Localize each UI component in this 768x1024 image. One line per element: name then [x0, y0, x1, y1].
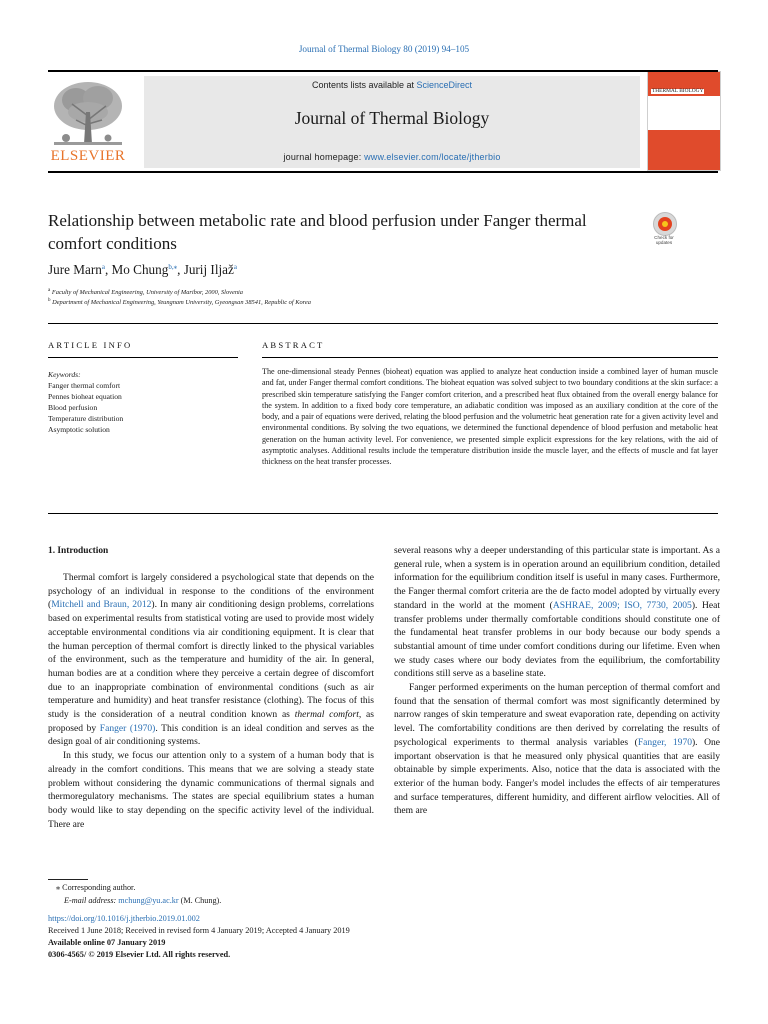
author-list: Jure Marn$^a$, Mo Chung$^{b,⁎}$, Jurij Iljaž$^a$ — [48, 262, 237, 277]
affiliation: $^b$ Department of Mechanical Engineering, Yeungnam University, Gyeongsan 38541, Republic of Korea — [48, 298, 311, 306]
journal-reference-link[interactable]: Journal of Thermal Biology 80 (2019) 94–105 — [298, 44, 470, 54]
check-updates-icon — [653, 212, 677, 236]
email-line: E-mail address: mchung@yu.ac.kr (M. Chung). — [64, 896, 222, 905]
divider — [48, 323, 718, 324]
header-top-rule — [48, 70, 718, 72]
contents-line — [144, 80, 640, 90]
sciencedirect-link[interactable]: ScienceDirect — [416, 80, 473, 90]
paragraph: Thermal comfort is largely considered a psychological state that depends on the psychology of an individual in response to the conditions of the environment (Mitchell and Braun, 2012). In many air conditioning design problems, correlations based on experimental results from statistical voting are used to provide most widely acceptable environmental conditions via air conditioning equipment. It is clear that the human perception of thermal comfort is directly linked to the physical variables of the environment, such as the temperature and humidity of the air. In general, human bodies are at a condition where they perceive a certain degree of discomfort due to an inappropriate combination of environmental conditions (such as air temperature and humidity) and heat transfer resistance (clothing). The focus of this study is the consideration of a neutral condition known as thermal comfort, as proposed by Fanger (1970). This condition is an ideal condition and serves as the design goal of air conditioning systems. — [48, 572, 374, 748]
journal-title: Journal of Thermal Biology — [294, 108, 490, 128]
keyword: Blood perfusion — [48, 403, 98, 412]
copyright: 0306-4565/ © 2019 Elsevier Ltd. All rights reserved. — [48, 950, 231, 959]
homepage-prefix: journal homepage: — [283, 152, 365, 162]
footnote — [56, 881, 221, 907]
affiliation: $^a$ Faculty of Mechanical Engineering, University of Maribor, 2000, Slovenia — [48, 288, 243, 296]
paragraph: In this study, we focus our attention only to a system of a human body that is already in the comfort conditions. This means that we are solving a steady state problem without considering the dynamic communications of thermal signals and thermoregulatory mechanisms. The states are special equilibrium states a human body would like to stay depending on the specific activity level of the individual. There are — [48, 750, 374, 830]
author-affiliation-marker[interactable]: a — [101, 263, 105, 271]
section-heading-introduction: 1. Introduction — [48, 546, 109, 556]
citation-link[interactable]: Fanger (1970) — [99, 722, 156, 734]
abstract-heading: ABSTRACT — [262, 340, 325, 350]
author-affiliation-marker[interactable]: a — [233, 263, 237, 271]
keyword: Asymptotic solution — [48, 425, 110, 434]
homepage-link[interactable]: www.elsevier.com/locate/jtherbio — [364, 152, 501, 162]
journal-masthead — [144, 76, 640, 168]
author-name[interactable]: Jurij Iljaž — [183, 262, 234, 277]
body-column-left — [48, 571, 374, 831]
article-title: Relationship between metabolic rate and blood perfusion under Fanger thermal comfort conditions — [48, 211, 587, 253]
citation-link[interactable]: Fanger, 1970 — [637, 736, 692, 748]
keyword: Pennes bioheat equation — [48, 392, 122, 401]
contents-prefix: Contents lists available at — [311, 80, 417, 90]
keyword: Temperature distribution — [48, 414, 124, 423]
article-info-heading: ARTICLE INFO — [48, 340, 133, 350]
divider — [48, 513, 718, 514]
divider — [48, 357, 238, 358]
cover-red-block — [648, 130, 720, 170]
keywords-label: Keywords: — [48, 370, 81, 379]
publication-info — [48, 913, 350, 961]
divider — [262, 357, 718, 358]
keyword: Fanger thermal comfort — [48, 381, 121, 390]
header-bottom-rule — [48, 171, 718, 173]
homepage-line — [144, 152, 640, 162]
cover-title: THERMAL BIOLOGY — [652, 88, 704, 94]
citation-link[interactable]: Mitchell and Braun, 2012 — [51, 599, 152, 611]
keywords-block — [48, 369, 238, 435]
email-link[interactable]: mchung@yu.ac.kr — [118, 896, 179, 905]
check-for-updates-badge[interactable] — [646, 212, 682, 252]
body-column-right — [394, 544, 720, 818]
elsevier-wordmark: ELSEVIER — [50, 148, 126, 164]
check-updates-label: Check for updates — [654, 235, 674, 246]
author-affiliation-marker[interactable]: b,⁎ — [168, 263, 178, 271]
journal-cover-thumbnail[interactable] — [647, 71, 721, 171]
corresponding-author-note: ⁎ Corresponding author. — [56, 883, 136, 892]
doi-link[interactable]: https://doi.org/10.1016/j.jtherbio.2019.01.002 — [48, 914, 200, 923]
footnote-rule — [48, 879, 88, 880]
author-name[interactable]: Jure Marn — [48, 262, 102, 277]
paragraph: several reasons why a deeper understanding of this particular state is important. As a general rule, when a system is in operation around an equilibrium condition, detailed information for the equilibrium condition itself is useful in many cases. Furthermore, the Fanger thermal comfort criteria are the de facto model adopted by virtually every standard in the world at the moment (ASHRAE, 2009; ISO, 7730, 2005). Heat transfer problems under thermally comfortable conditions should constitute one of the fundamental heat transfer problems in our body because our body spends a substantial amount of time under comfort conditions during our lifetime. Even when we study cases where our body deviates from the equilibrium, the comfortability conditions still serve as a baseline state. — [394, 545, 720, 680]
citation-link[interactable]: ASHRAE, 2009; ISO, 7730, 2005 — [552, 599, 692, 611]
received-dates: Received 1 June 2018; Received in revised form 4 January 2019; Accepted 4 January 2019 — [48, 926, 350, 935]
paragraph: Fanger performed experiments on the human perception of thermal comfort and found that the sensation of thermal comfort was most significantly determined by narrow ranges of skin temperature and sweat evaporation rate, depending on activity level. The comfortability conditions are then derived by correlating the results of psychological experiments to thermal analysis variables (Fanger, 1970). One important observation is that he measured only physical quantities that are easily obtainable by simple experiments. Also, notice that the data is associated with the exterior of the human body. Fanger's model includes the effects of air temperatures and surface temperatures, different humidity, and different airflow velocities. All of them are — [394, 682, 721, 817]
abstract-text: The one-dimensional steady Pennes (bioheat) equation was applied to analyze heat conduction inside a combined layer of human muscle and fat, under Fanger thermal comfort conditions. The bioheat equation was solved subject to two boundary conditions at the skin surface: a prescribed skin temperature satisfying the Fanger comfort criterion, and a prescribed heat flux obtained from the overall energy balance for the system. In addition to a fixed body core temperature, an adiabatic condition was imposed as an auxiliary condition at the core of the body, and a pair of equations were derived, relating the blood perfusion and the volumetric heat generation rate for a given activity level and environmental conditions. By solving the two equations, we determined the functional dependence of blood perfusion and metabolic heat generation on the human activity level. For convenience, we presented simple explicit expressions for the key relations, with the aid of asymptotic analyses. Additional results include the temperature distribution inside the muscle layer, and the effects of muscle and fat layer thickness on the heat transfer processes. — [262, 367, 718, 466]
author-name[interactable]: Mo Chung — [111, 262, 169, 277]
elsevier-logo — [48, 76, 128, 166]
available-online: Available online 07 January 2019 — [48, 938, 166, 947]
